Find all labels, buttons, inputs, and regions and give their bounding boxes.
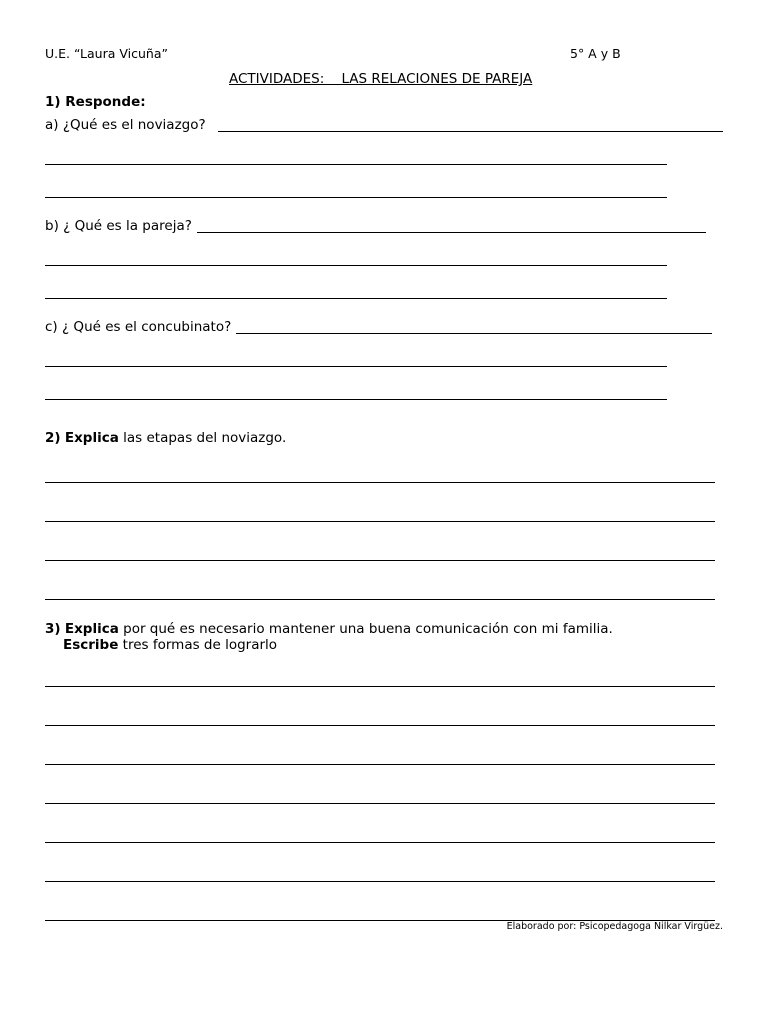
answer-line-3-6[interactable]: [45, 881, 715, 882]
section-3-subtext: tres formas de lograrlo: [118, 637, 278, 653]
grade-label: 5° A y B: [570, 46, 621, 61]
section-3-verb-2: Escribe: [63, 637, 119, 653]
section-2-verb: Explica: [64, 430, 119, 446]
answer-line-b-0[interactable]: [197, 232, 706, 233]
answer-line-b-1[interactable]: [45, 265, 667, 266]
question-b: b) ¿ Qué es la pareja?: [45, 218, 192, 234]
footer-credit: Elaborado por: Psicopedagoga Nilkar Virgüez.: [506, 921, 723, 932]
school-name: U.E. “Laura Vicuña”: [45, 46, 168, 61]
section-3-subprompt: [63, 637, 277, 653]
section-3-verb: Explica: [64, 621, 119, 637]
question-a: a) ¿Qué es el noviazgo?: [45, 117, 206, 133]
answer-line-a-0[interactable]: [218, 131, 723, 132]
answer-line-3-4[interactable]: [45, 803, 715, 804]
section-1-heading: 1) Responde:: [45, 94, 146, 110]
section-2-text: las etapas del noviazgo.: [123, 430, 287, 446]
section-3-text: por qué es necesario mantener una buena comunicación con mi familia.: [123, 621, 613, 637]
answer-line-3-5[interactable]: [45, 842, 715, 843]
answer-line-a-1[interactable]: [45, 164, 667, 165]
section-2-prompt: [45, 430, 286, 446]
answer-line-b-2[interactable]: [45, 298, 667, 299]
answer-line-c-2[interactable]: [45, 399, 667, 400]
answer-line-2-2[interactable]: [45, 521, 715, 522]
answer-line-3-2[interactable]: [45, 725, 715, 726]
question-c: c) ¿ Qué es el concubinato?: [45, 319, 232, 335]
section-2-number: 2): [45, 430, 61, 446]
answer-line-2-3[interactable]: [45, 560, 715, 561]
answer-line-c-1[interactable]: [45, 366, 667, 367]
answer-line-c-0[interactable]: [236, 333, 712, 334]
section-3-number: 3): [45, 621, 61, 637]
page-title: ACTIVIDADES: LAS RELACIONES DE PAREJA: [229, 71, 533, 87]
answer-line-3-3[interactable]: [45, 764, 715, 765]
answer-line-3-1[interactable]: [45, 686, 715, 687]
answer-line-2-4[interactable]: [45, 599, 715, 600]
answer-line-2-1[interactable]: [45, 482, 715, 483]
section-3-prompt: [45, 621, 613, 637]
answer-line-a-2[interactable]: [45, 197, 667, 198]
